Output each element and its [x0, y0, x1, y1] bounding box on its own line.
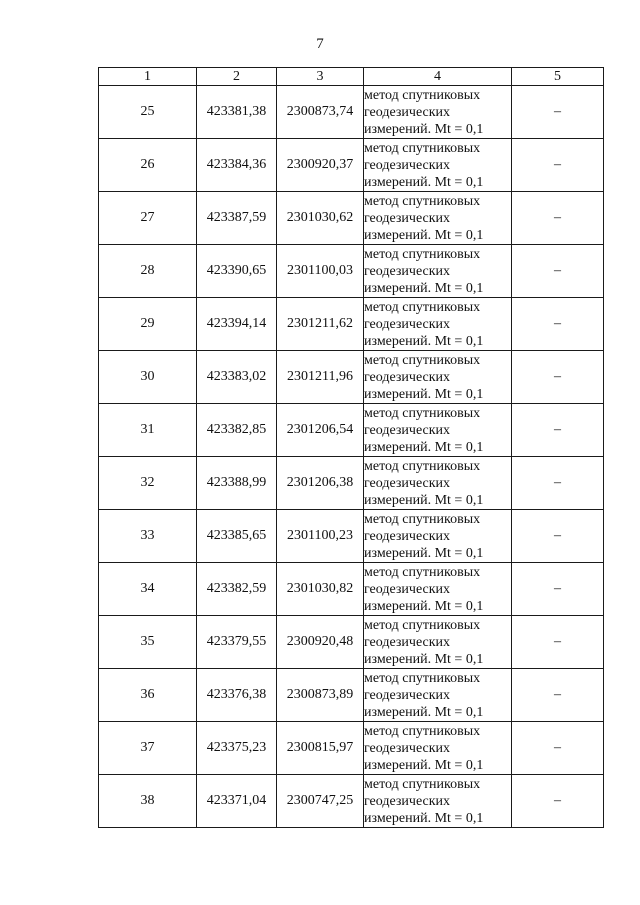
method-line: геодезических [364, 104, 451, 120]
method-line: измерений. Mt = 0,1 [364, 333, 484, 349]
coordinate-y: 2301206,38 [277, 457, 364, 510]
coordinate-y: 2301030,62 [277, 192, 364, 245]
table-row [99, 775, 604, 828]
method-line: геодезических [364, 528, 451, 544]
column-header-y: 3 [277, 68, 364, 86]
coordinate-y: 2301211,96 [277, 351, 364, 404]
method-cell [364, 192, 512, 245]
method-line: геодезических [364, 369, 451, 385]
method-line: измерений. Mt = 0,1 [364, 651, 484, 667]
note-cell: – [512, 245, 604, 298]
point-number: 36 [99, 669, 197, 722]
coordinate-x: 423376,38 [197, 669, 277, 722]
table-row [99, 616, 604, 669]
method-cell [364, 245, 512, 298]
coordinate-x: 423387,59 [197, 192, 277, 245]
coordinate-x: 423384,36 [197, 139, 277, 192]
method-cell [364, 351, 512, 404]
method-line: измерений. Mt = 0,1 [364, 174, 484, 190]
method-cell [364, 722, 512, 775]
method-cell [364, 563, 512, 616]
method-line: метод спутниковых [364, 670, 481, 686]
method-line: измерений. Mt = 0,1 [364, 227, 484, 243]
coordinate-y: 2301211,62 [277, 298, 364, 351]
method-line: геодезических [364, 581, 451, 597]
method-line: метод спутниковых [364, 723, 481, 739]
table-row [99, 669, 604, 722]
table-row [99, 245, 604, 298]
coordinate-y: 2301100,23 [277, 510, 364, 563]
table-row [99, 457, 604, 510]
coordinate-y: 2301100,03 [277, 245, 364, 298]
method-line: метод спутниковых [364, 246, 481, 262]
table-row [99, 298, 604, 351]
point-number: 32 [99, 457, 197, 510]
note-cell: – [512, 298, 604, 351]
column-header-number: 1 [99, 68, 197, 86]
point-number: 27 [99, 192, 197, 245]
coordinate-x: 423390,65 [197, 245, 277, 298]
point-number: 37 [99, 722, 197, 775]
method-line: метод спутниковых [364, 405, 481, 421]
coordinate-y: 2301030,82 [277, 563, 364, 616]
note-cell: – [512, 563, 604, 616]
column-header-note: 5 [512, 68, 604, 86]
coordinate-y: 2300920,37 [277, 139, 364, 192]
table-row [99, 139, 604, 192]
method-cell [364, 775, 512, 828]
coordinate-x: 423371,04 [197, 775, 277, 828]
note-cell: – [512, 192, 604, 245]
point-number: 26 [99, 139, 197, 192]
method-cell [364, 139, 512, 192]
coordinates-table [98, 67, 604, 828]
point-number: 25 [99, 86, 197, 139]
coordinate-x: 423375,23 [197, 722, 277, 775]
table-row [99, 86, 604, 139]
method-line: геодезических [364, 634, 451, 650]
method-cell [364, 86, 512, 139]
coordinate-y: 2301206,54 [277, 404, 364, 457]
coordinate-y: 2300920,48 [277, 616, 364, 669]
method-line: метод спутниковых [364, 193, 481, 209]
method-line: метод спутниковых [364, 352, 481, 368]
method-line: измерений. Mt = 0,1 [364, 121, 484, 137]
method-line: измерений. Mt = 0,1 [364, 386, 484, 402]
coordinate-x: 423385,65 [197, 510, 277, 563]
method-line: измерений. Mt = 0,1 [364, 810, 484, 826]
method-line: метод спутниковых [364, 564, 481, 580]
method-line: геодезических [364, 475, 451, 491]
coordinate-x: 423382,59 [197, 563, 277, 616]
table-header-row [99, 68, 604, 86]
coordinate-y: 2300873,89 [277, 669, 364, 722]
method-line: измерений. Mt = 0,1 [364, 439, 484, 455]
method-line: геодезических [364, 793, 451, 809]
table-row [99, 192, 604, 245]
page-number: 7 [316, 36, 324, 52]
method-cell [364, 457, 512, 510]
coordinate-x: 423381,38 [197, 86, 277, 139]
method-line: метод спутниковых [364, 617, 481, 633]
method-line: геодезических [364, 740, 451, 756]
method-line: геодезических [364, 687, 451, 703]
point-number: 28 [99, 245, 197, 298]
method-line: измерений. Mt = 0,1 [364, 280, 484, 296]
method-line: метод спутниковых [364, 299, 481, 315]
method-line: измерений. Mt = 0,1 [364, 598, 484, 614]
method-cell [364, 298, 512, 351]
note-cell: – [512, 775, 604, 828]
coordinate-y: 2300747,25 [277, 775, 364, 828]
coordinate-y: 2300873,74 [277, 86, 364, 139]
coordinate-x: 423379,55 [197, 616, 277, 669]
method-line: метод спутниковых [364, 511, 481, 527]
method-line: измерений. Mt = 0,1 [364, 704, 484, 720]
point-number: 38 [99, 775, 197, 828]
point-number: 34 [99, 563, 197, 616]
coordinate-y: 2300815,97 [277, 722, 364, 775]
note-cell: – [512, 351, 604, 404]
table-body [99, 86, 604, 828]
point-number: 33 [99, 510, 197, 563]
method-line: геодезических [364, 210, 451, 226]
method-line: измерений. Mt = 0,1 [364, 545, 484, 561]
column-header-method: 4 [364, 68, 512, 86]
note-cell: – [512, 669, 604, 722]
point-number: 30 [99, 351, 197, 404]
method-line: геодезических [364, 263, 451, 279]
method-line: метод спутниковых [364, 87, 481, 103]
method-cell [364, 510, 512, 563]
note-cell: – [512, 404, 604, 457]
method-line: метод спутниковых [364, 458, 481, 474]
point-number: 29 [99, 298, 197, 351]
table-row [99, 722, 604, 775]
method-cell [364, 669, 512, 722]
note-cell: – [512, 86, 604, 139]
point-number: 35 [99, 616, 197, 669]
method-line: измерений. Mt = 0,1 [364, 492, 484, 508]
table-row [99, 404, 604, 457]
coordinate-x: 423382,85 [197, 404, 277, 457]
table-row [99, 351, 604, 404]
method-line: измерений. Mt = 0,1 [364, 757, 484, 773]
note-cell: – [512, 139, 604, 192]
point-number: 31 [99, 404, 197, 457]
method-line: метод спутниковых [364, 140, 481, 156]
method-cell [364, 616, 512, 669]
coordinate-x: 423383,02 [197, 351, 277, 404]
column-header-x: 2 [197, 68, 277, 86]
method-line: геодезических [364, 316, 451, 332]
note-cell: – [512, 457, 604, 510]
note-cell: – [512, 616, 604, 669]
method-line: геодезических [364, 422, 451, 438]
table-row [99, 510, 604, 563]
coordinate-x: 423388,99 [197, 457, 277, 510]
method-cell [364, 404, 512, 457]
method-line: геодезических [364, 157, 451, 173]
table-row [99, 563, 604, 616]
coordinate-x: 423394,14 [197, 298, 277, 351]
method-line: метод спутниковых [364, 776, 481, 792]
note-cell: – [512, 722, 604, 775]
note-cell: – [512, 510, 604, 563]
